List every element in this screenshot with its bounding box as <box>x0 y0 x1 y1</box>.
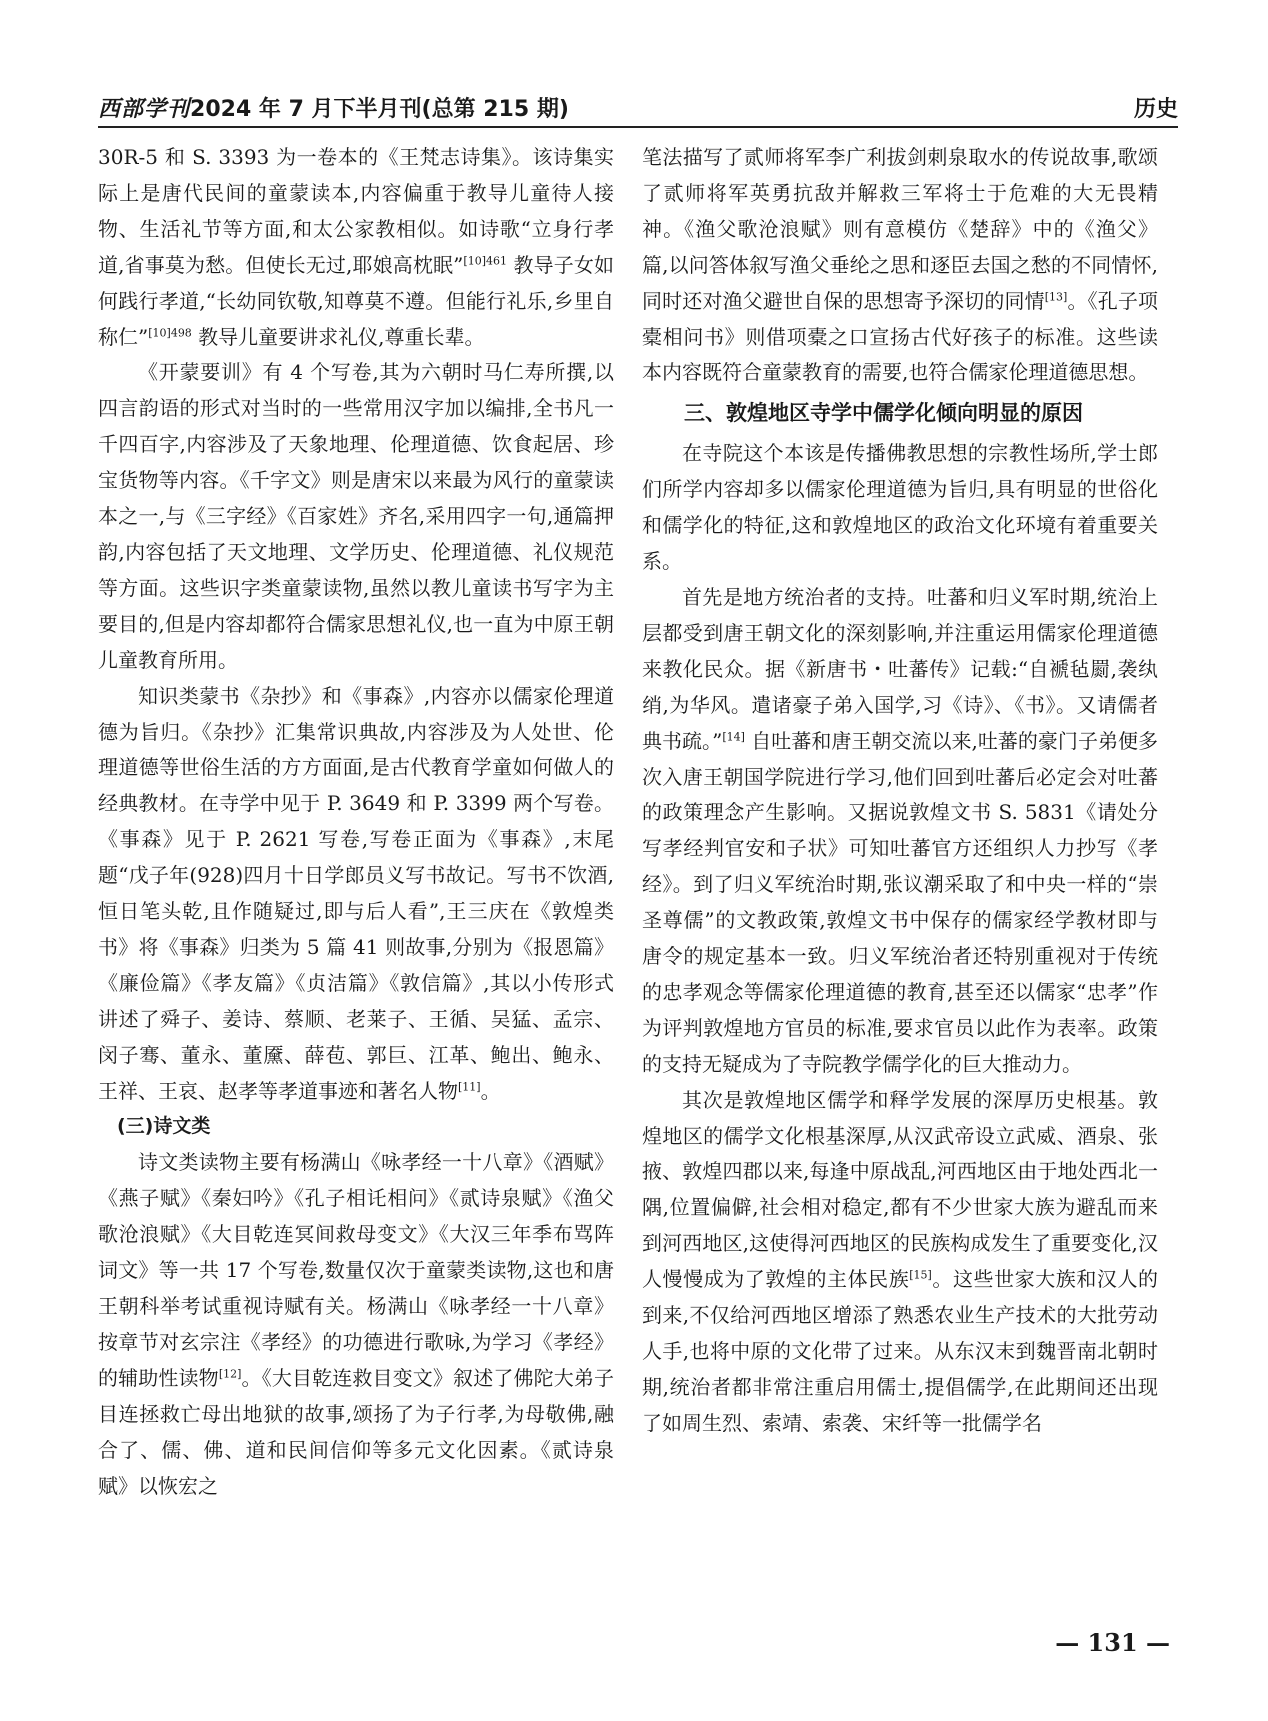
running-header <box>98 90 1178 128</box>
left-column <box>98 140 614 1504</box>
paragraph: 首先是地方统治者的支持。吐蕃和归义军时期,统治上层都受到唐王朝文化的深刻影响,并注重运用儒家伦理道德来教化民众。据《新唐书・吐蕃传》记载:“自褫毡罽,袭纨绡,为华风。遣诸豪子弟入国学,习《诗》、《书》。又请儒者典书疏。”[14] 自吐蕃和唐王朝交流以来,吐蕃的豪门子弟便多次入唐王朝国学院进行学习,他们回到吐蕃后必定会对吐蕃的政策理念产生影响。又据说敦煌文书 S. 5831《请处分写孝经判官安和子状》可知吐蕃官方还组织人力抄写《孝经》。到了归义军统治时期,张议潮采取了和中央一样的“崇圣尊儒”的文教政策,敦煌文书中保存的儒家经学教材即与唐令的规定基本一致。归义军统治者还特别重视对于传统的忠孝观念等儒家伦理道德的教育,甚至还以儒家“忠孝”作为评判敦煌地方官员的标准,要求官员以此作为表率。政策的支持无疑成为了寺院教学儒学化的巨大推动力。 <box>642 584 1159 1076</box>
paragraph: 30R-5 和 S. 3393 为一卷本的《王梵志诗集》。该诗集实际上是唐代民间的童蒙读本,内容偏重于教导儿童待人接物、生活礼节等方面,和太公家教相似。如诗歌“立身行孝道,省事莫为愁。但使长无过,耶娘高枕眠”$^{[10]461}$ 教导子女如何践行孝道,“长幼同钦敬,知尊莫不遵。但能行礼乐,乡里自称仁”$^{[10]498}$ 教导儿童要讲求礼仪,尊重长辈。 <box>98 145 614 349</box>
page-number: — 131 — <box>1055 1628 1170 1657</box>
right-column <box>642 140 1158 1442</box>
paragraph: 《开蒙要训》有 4 个写卷,其为六朝时马仁寿所撰,以四言韵语的形式对当时的一些常用汉字加以编排,全书凡一千四百字,内容涉及了天象地理、伦理道德、饮食起居、珍宝货物等内容。《千字文》则是唐宋以来最为风行的童蒙读本之一,与《三字经》《百家姓》齐名,采用四字一句,通篇押韵,内容包括了天文地理、文学历史、伦理道德、礼仪规范等方面。这些识字类童蒙读物,虽然以教儿童读书写字为主要目的,但是内容却都符合儒家思想礼仪,也一直为中原王朝儿童教育所用。 <box>98 360 614 672</box>
citation: [10]461 <box>463 254 507 268</box>
paragraph: 其次是敦煌地区儒学和释学发展的深厚历史根基。敦煌地区的儒学文化根基深厚,从汉武帝设立武威、酒泉、张掖、敦煌四郡以来,每逢中原战乱,河西地区由于地处西北一隅,位置偏僻,社会相对稳定,都有不少世家大族为避乱而来到河西地区,这使得河西地区的民族构成发生了重要变化,汉人慢慢成为了敦煌的主体民族[15]。这些世家大族和汉人的到来,不仅给河西地区增添了熟悉农业生产技术的大批劳动人手,也将中原的文化带了过来。从东汉末到魏晋南北朝时期,统治者都非常注重启用儒士,提倡儒学,在此期间还出现了如周生烈、索靖、索袭、宋纤等一批儒学名 <box>642 1087 1159 1435</box>
paragraph: 笔法描写了贰师将军李广利拔剑刺泉取水的传说故事,歌颂了贰师将军英勇抗敌并解救三军将士于危难的大无畏精神。《渔父歌沧浪赋》则有意模仿《楚辞》中的《渔父》篇,以问答体叙写渔父垂纶之思和逐臣去国之愁的不同情怀,同时还对渔父避世自保的思想寄予深切的同情[13]。《孔子项橐相问书》则借项橐之口宣扬古代好孩子的标准。这些读本内容既符合童蒙教育的需要,也符合儒家伦理道德思想。 <box>642 145 1159 385</box>
paragraph: 诗文类读物主要有杨满山《咏孝经一十八章》《酒赋》《燕子赋》《秦妇吟》《孔子相讬相问》《贰诗泉赋》《渔父歌沧浪赋》《大目乾连冥间救母变文》《大汉三年季布骂阵词文》等一共 17 个写卷,数量仅次于童蒙类读物,这也和唐王朝科举考试重视诗赋有关。杨满山《咏孝经一十八章》按章节对玄宗注《孝经》的功德进行歌咏,为学习《孝经》的辅助性读物[12]。《大目乾连救目变文》叙述了佛陀大弟子目连拯救亡母出地狱的故事,颂扬了为子行孝,为母敬佛,融合了、儒、佛、道和民间信仰等多元文化因素。《贰诗泉赋》以恢宏之 <box>98 1150 615 1498</box>
section-label: 历史 <box>1133 97 1178 122</box>
citation: [12] <box>218 1367 242 1381</box>
citation: [13] <box>1044 289 1068 303</box>
paragraph: 在寺院这个本该是传播佛教思想的宗教性场所,学士郎们所学内容却多以儒家伦理道德为旨归,具有明显的世俗化和儒学化的特征,这和敦煌地区的政治文化环境有着重要关系。 <box>642 441 1158 574</box>
masthead <box>98 92 569 123</box>
subsection-heading: (三)诗文类 <box>117 1115 211 1138</box>
section-heading: 三、敦煌地区寺学中儒学化倾向明显的原因 <box>684 401 1083 426</box>
journal-logo: 西部学刊 <box>98 96 191 122</box>
citation: [10]498 <box>148 325 192 339</box>
paragraph: 知识类蒙书《杂抄》和《事森》,内容亦以儒家伦理道德为旨归。《杂抄》汇集常识典故,内容涉及为人处世、伦理道德等世俗生活的方方面面,是古代教育学童如何做人的经典教材。在寺学中见于 P. 3649 和 P. 3399 两个写卷。《事森》见于 P. 2621 写卷,写卷正面为《事森》,末尾题“戊子年(928)四月十日学郎员义写书故记。写书不饮酒,恒日笔头乾,且作随疑过,即与后人看”,王三庆在《敦煌类书》将《事森》归类为 5 篇 41 则故事,分别为《报恩篇》《廉俭篇》《孝友篇》《贞洁篇》《敦信篇》,其以小传形式讲述了舜子、姜诗、蔡顺、老莱子、王循、吴猛、孟宗、闵子骞、董永、董黡、薛苞、郭巨、江革、鲍出、鲍永、王祥、王哀、赵孝等孝道事迹和著名人物[11]。 <box>98 683 614 1103</box>
issue-info: 2024 年 7 月下半月刊(总第 215 期) <box>190 97 569 122</box>
citation: [11] <box>458 1079 481 1093</box>
citation: [14] <box>722 729 745 743</box>
citation: [15] <box>909 1268 932 1282</box>
